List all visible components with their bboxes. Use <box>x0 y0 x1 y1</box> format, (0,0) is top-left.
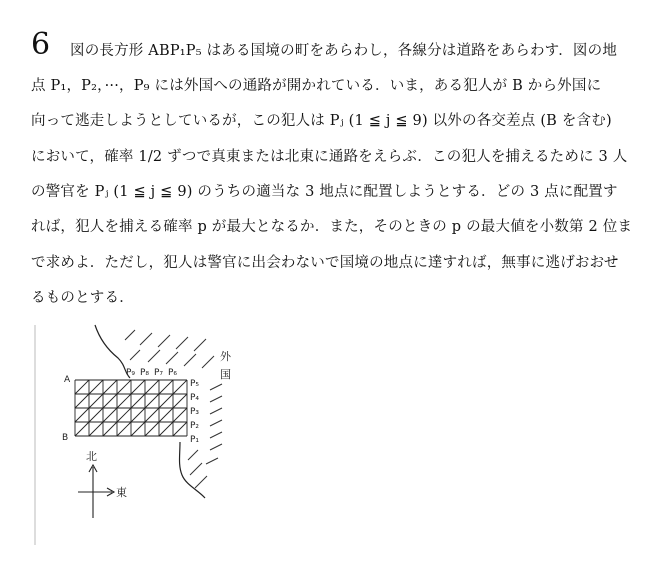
border-curve-top <box>95 325 130 378</box>
grid-diagonal-road <box>145 408 159 422</box>
border-curve-bottom <box>180 442 206 498</box>
grid-diagonal-road <box>159 422 173 436</box>
town-grid-svg <box>30 320 260 550</box>
town-grid-figure <box>30 320 260 550</box>
grid-diagonal-road <box>131 408 145 422</box>
grid-diagonal-road <box>117 422 131 436</box>
grid-diagonal-road <box>103 408 117 422</box>
label-P8: P₈ <box>140 368 150 378</box>
grid-diagonal-road <box>131 422 145 436</box>
problem-text-line-8: るものとする． <box>31 290 134 306</box>
grid-diagonal-road <box>159 394 173 408</box>
grid-diagonal-road <box>145 422 159 436</box>
grid-diagonal-road <box>89 394 103 408</box>
grid-diagonal-road <box>103 380 117 394</box>
grid-diagonal-road <box>131 394 145 408</box>
problem-text-line-3: 向って逃走しようとしているが，この犯人は Pⱼ (1 ≦ j ≦ 9) 以外の各交差点 (B を含む) <box>31 113 612 129</box>
problem-text-line-1: 図の長方形 ABP₁P₅ はある国境の町をあらわし，各線分は道路をあらわす．図の地 <box>70 43 618 59</box>
foreign-hatch-right <box>206 384 222 464</box>
grid-diagonal-road <box>117 380 131 394</box>
grid-diagonal-road <box>103 422 117 436</box>
foreign-hatch-top <box>125 330 214 368</box>
grid-diagonal-road <box>145 380 159 394</box>
grid-diagonal-road <box>173 394 187 408</box>
label-foreign-1: 外 <box>220 350 231 363</box>
street-grid <box>75 380 187 436</box>
grid-diagonal-road <box>75 394 89 408</box>
label-north: 北 <box>86 450 97 463</box>
label-P6: P₆ <box>168 368 178 378</box>
foreign-hatch-bottom <box>188 450 207 488</box>
problem-text-line-6: れば，犯人を捕える確率 p が最大となるか．また，そのときの p の最大値を小数第 2 位ま <box>31 219 633 235</box>
grid-diagonal-road <box>89 422 103 436</box>
grid-diagonal-road <box>173 422 187 436</box>
problem-number: 6 <box>31 27 51 62</box>
label-P2: P₂ <box>190 421 200 431</box>
grid-diagonal-road <box>173 408 187 422</box>
label-P9: P₉ <box>126 368 136 378</box>
grid-diagonal-road <box>89 408 103 422</box>
grid-diagonal-road <box>75 422 89 436</box>
grid-diagonal-road <box>145 394 159 408</box>
grid-diagonal-road <box>159 380 173 394</box>
label-P4: P₄ <box>190 393 200 403</box>
grid-diagonal-road <box>117 394 131 408</box>
label-foreign-2: 国 <box>220 368 231 381</box>
grid-diagonal-road <box>117 408 131 422</box>
label-P3: P₃ <box>190 407 200 417</box>
grid-diagonal-road <box>75 408 89 422</box>
problem-text-line-5: の警官を Pⱼ (1 ≦ j ≦ 9) のうちの適当な 3 地点に配置しようとする．どの 3 点に配置す <box>31 184 618 200</box>
problem-text-line-7: で求めよ．ただし，犯人は警官に出会わないで国境の地点に達すれば，無事に逃げおおせ <box>31 255 619 271</box>
label-A: A <box>64 375 71 385</box>
label-east: 東 <box>116 486 127 499</box>
grid-diagonal-road <box>173 380 187 394</box>
grid-diagonal-road <box>131 380 145 394</box>
label-B: B <box>62 433 69 443</box>
problem-text-line-4: において，確率 1/2 ずつで真東または北東に通路をえらぶ．この犯人を捕えるために 3 人 <box>31 149 628 165</box>
grid-diagonal-road <box>75 380 89 394</box>
label-P5: P₅ <box>190 379 200 389</box>
problem-text-line-2: 点 P₁，P₂，···，P₉ には外国への通路が開かれている．いま，ある犯人が B から外国に <box>31 78 602 94</box>
label-P7: P₇ <box>154 368 164 378</box>
grid-diagonal-road <box>159 408 173 422</box>
grid-diagonal-road <box>89 380 103 394</box>
label-P1: P₁ <box>190 435 200 445</box>
grid-diagonal-road <box>103 394 117 408</box>
